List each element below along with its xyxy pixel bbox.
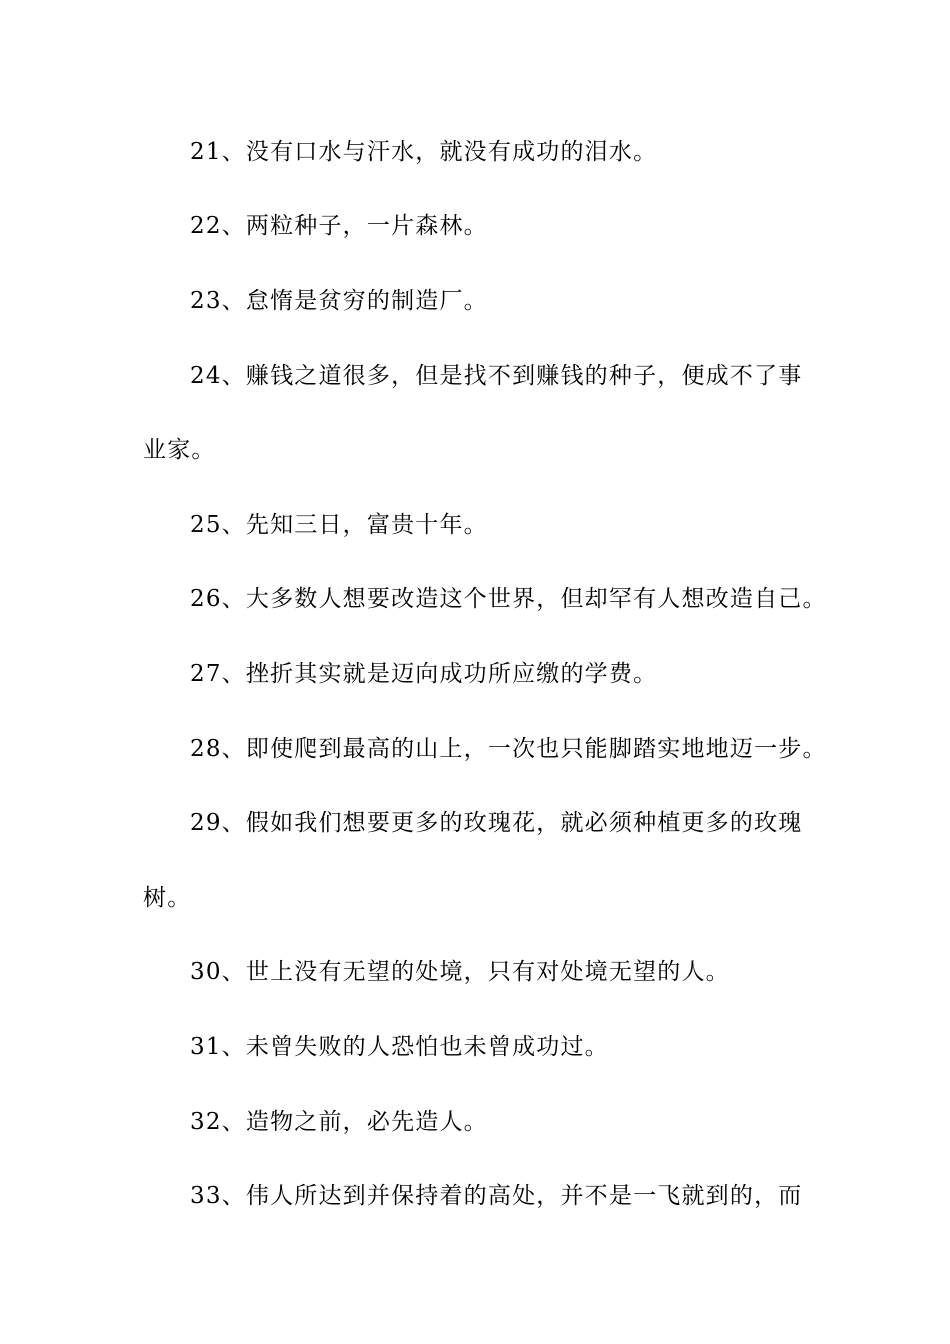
quote-25: 25、先知三日，富贵十年。 xyxy=(190,512,488,538)
quote-29-continued: 树。 xyxy=(143,885,192,911)
quote-21: 21、没有口水与汗水，就没有成功的泪水。 xyxy=(190,139,658,165)
quote-23: 23、怠惰是贫穷的制造厂。 xyxy=(190,288,488,314)
quote-30: 30、世上没有无望的处境，只有对处境无望的人。 xyxy=(190,959,730,985)
quote-29: 29、假如我们想要更多的玫瑰花，就必须种植更多的玫瑰 xyxy=(190,810,803,836)
quote-33: 33、伟人所达到并保持着的高处，并不是一飞就到的，而 xyxy=(190,1183,803,1209)
quote-27: 27、挫折其实就是迈向成功所应缴的学费。 xyxy=(190,661,658,687)
quote-26: 26、大多数人想要改造这个世界，但却罕有人想改造自己。 xyxy=(190,586,827,612)
quote-24-continued: 业家。 xyxy=(143,437,216,463)
quote-22: 22、两粒种子，一片森林。 xyxy=(190,213,488,239)
quote-32: 32、造物之前，必先造人。 xyxy=(190,1109,488,1135)
quote-28: 28、即使爬到最高的山上，一次也只能脚踏实地地迈一步。 xyxy=(190,736,827,762)
quote-31: 31、未曾失败的人恐怕也未曾成功过。 xyxy=(190,1034,609,1060)
quote-24: 24、赚钱之道很多，但是找不到赚钱的种子，便成不了事 xyxy=(190,363,803,389)
